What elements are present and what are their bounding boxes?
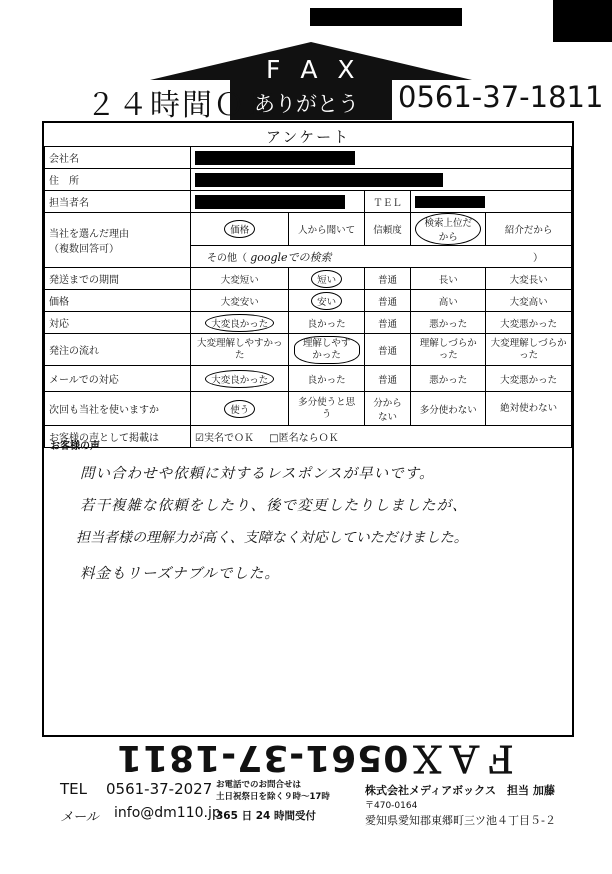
footer-tel-number: 0561-37-2027 — [106, 780, 213, 798]
publish-anon-checkbox: □匿名ならＯＫ — [269, 433, 339, 444]
email-option-4: 大変悪かった — [486, 366, 572, 392]
response-option-2: 普通 — [364, 312, 410, 334]
label-delivery: 発送までの期間 — [45, 268, 191, 290]
redaction-person — [195, 195, 345, 209]
flow-option-4: 大変理解しづらかった — [486, 334, 572, 366]
publish-real-checkbox: ☑実名でＯＫ — [195, 433, 254, 444]
price-option-3: 高い — [411, 290, 486, 312]
reason-option-1: 人から聞いて — [289, 213, 364, 246]
email-option-0: 大変良かった — [205, 370, 274, 388]
fax-label: F A X — [266, 55, 361, 84]
label-reason-note: （複数回答可） — [49, 244, 119, 255]
redaction-tel — [415, 196, 485, 208]
voice-line-3: 料金もリーズナブルでした。 — [80, 566, 280, 582]
label-response: 対応 — [45, 312, 191, 334]
reason-option-2: 信頼度 — [364, 213, 410, 246]
row-reason — [45, 213, 572, 246]
footer-company: 株式会社メディアボックス 担当 加藤 — [365, 784, 555, 797]
fax-number-inverted: ＦＡＸ0561-37-1811 — [116, 737, 520, 778]
other-value: googleでの検索 — [250, 250, 332, 264]
label-publish: お客様の声として掲載は — [45, 426, 191, 448]
footer-tel-note2: 土日祝祭日を除く９時～17時 — [216, 792, 330, 802]
label-person: 担当者名 — [45, 191, 191, 213]
delivery-option-1: 短い — [311, 270, 342, 288]
other-close: ） — [533, 252, 543, 264]
redaction-corner — [553, 0, 612, 42]
footer-mail-label: メール — [60, 810, 99, 825]
footer-tel-note1: お電話でのお問合せは — [216, 780, 302, 790]
reason-option-0: 価格 — [224, 220, 255, 238]
label-flow: 発注の流れ — [45, 334, 191, 366]
label-next: 次回も当社を使いますか — [45, 392, 191, 426]
footer-mail: info@dm110.jp — [114, 805, 221, 821]
hours-ok-text: ２４時間ＯＫ — [86, 88, 278, 123]
response-option-3: 悪かった — [411, 312, 486, 334]
next-option-4: 絶対使わない — [486, 392, 572, 426]
delivery-option-4: 大変長い — [486, 268, 572, 290]
reason-option-3: 検索上位だから — [415, 213, 481, 245]
row-flow — [45, 334, 572, 366]
response-option-0: 大変良かった — [205, 314, 274, 332]
delivery-option-3: 長い — [411, 268, 486, 290]
price-option-0: 大変安い — [191, 290, 289, 312]
email-option-1: 良かった — [289, 366, 364, 392]
next-option-1: 多分使うと思う — [289, 392, 364, 426]
voice-line-0: 問い合わせや依頼に対するレスポンスが早いです。 — [80, 466, 435, 482]
label-company: 会社名 — [45, 147, 191, 169]
label-reason: 当社を選んだ理由 — [49, 229, 129, 240]
row-email — [45, 366, 572, 392]
survey-table — [44, 146, 572, 448]
footer-address: 愛知県愛知郡東郷町三ツ池４丁目５-２ — [365, 814, 556, 827]
reason-option-4: 紹介だから — [486, 213, 572, 246]
footer-zip: 〒470-0164 — [365, 801, 418, 811]
footer-tel-label: TEL — [60, 780, 87, 798]
label-tel: ＴＥＬ — [364, 191, 410, 213]
row-response — [45, 312, 572, 334]
response-option-4: 大変悪かった — [486, 312, 572, 334]
label-address: 住 所 — [45, 169, 191, 191]
flow-option-1: 理解しやすかった — [294, 336, 360, 364]
survey-title: アンケート — [266, 128, 351, 146]
voice-line-2: 担当者様の理解力が高く、支障なく対応していただけました。 — [76, 530, 468, 546]
price-option-1: 安い — [311, 292, 342, 310]
row-delivery — [45, 268, 572, 290]
voice-label: お客様の声 — [50, 441, 100, 452]
email-option-3: 悪かった — [411, 366, 486, 392]
delivery-option-0: 大変短い — [191, 268, 289, 290]
redaction-top — [310, 8, 462, 26]
flow-option-0: 大変理解しやすかった — [191, 334, 289, 366]
row-company — [45, 147, 572, 169]
next-option-0: 使う — [224, 400, 255, 418]
row-price — [45, 290, 572, 312]
row-person — [45, 191, 572, 213]
flow-option-2: 普通 — [364, 334, 410, 366]
voice-line-1: 若干複雑な依頼をしたり、後で変更したりしましたが、 — [80, 498, 468, 514]
next-option-2: 分からない — [364, 392, 410, 426]
redaction-company — [195, 151, 355, 165]
next-option-3: 多分使わない — [411, 392, 486, 426]
label-email: メールでの対応 — [45, 366, 191, 392]
thanks-text: ありがとう — [254, 92, 359, 116]
delivery-option-2: 普通 — [364, 268, 410, 290]
row-publish — [45, 426, 572, 448]
redaction-address — [195, 173, 443, 187]
price-option-2: 普通 — [364, 290, 410, 312]
email-option-2: 普通 — [364, 366, 410, 392]
flow-option-3: 理解しづらかった — [411, 334, 486, 366]
response-option-1: 良かった — [289, 312, 364, 334]
price-option-4: 大変高い — [486, 290, 572, 312]
other-label: その他（ — [207, 252, 247, 264]
row-address — [45, 169, 572, 191]
fax-number-header: 0561-37-1811 — [398, 80, 604, 114]
label-price: 価格 — [45, 290, 191, 312]
row-next — [45, 392, 572, 426]
footer-open-hours: 365 日 24 時間受付 — [216, 810, 316, 822]
